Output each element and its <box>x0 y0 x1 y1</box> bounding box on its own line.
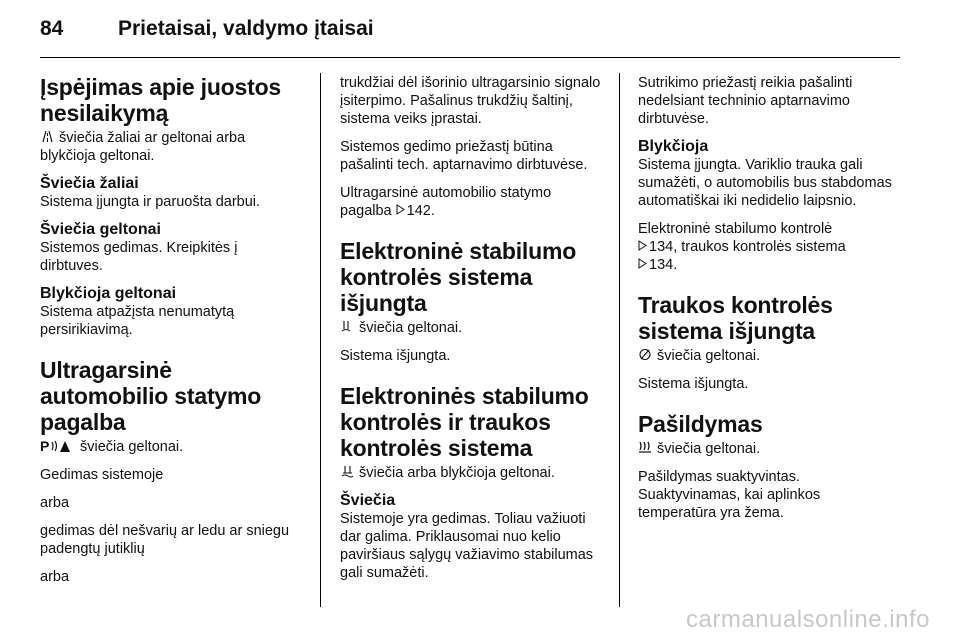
esc-icon <box>340 465 355 478</box>
esc-ref-text: Elektroninė stabilumo kontrolė <box>638 221 833 237</box>
esc-lit-desc: Sistemoje yra gedimas. Toliau važiuoti dar galima. Priklausomai nuo kelio paviršiaus sąlygų važiavimo stabilumas gali sumažėti. <box>340 511 594 581</box>
parking-ref-page[interactable]: 142. <box>406 203 435 219</box>
column-divider <box>320 73 321 607</box>
section-title-esc-tc: Elektroninės stabilumo kontrolės ir traukos kontrolės sistema <box>340 383 589 461</box>
column-1 <box>40 74 302 596</box>
lane-departure-desc: šviečia žaliai ar geltonai arba blykčioja geltonai. <box>40 130 246 164</box>
parking-assist-icon <box>40 439 76 453</box>
section-title-parking-assist: Ultragarsinė automobilio statymo pagalba <box>40 357 262 435</box>
page-title: Prietaisai, valdymo įtaisai <box>118 17 374 40</box>
tc-ref-page[interactable]: 134. <box>649 257 678 273</box>
subheading-yellow: Šviečia geltonai <box>40 221 161 238</box>
column-2 <box>340 74 602 592</box>
watermark: carmanualsonline.info <box>686 606 930 633</box>
blinking-desc-2: Sistema įjungta. Variklio trauka gali sumažėti, o automobilis bus stabdomas automatiškai iki nedidelio laipsnio. <box>638 157 892 209</box>
parking-ref-text: Ultragarsinė automobilio statymo pagalba <box>340 185 552 219</box>
header-rule <box>40 57 900 58</box>
cross-reference-arrow-icon <box>638 258 647 269</box>
preheating-desc: šviečia geltonai. <box>657 441 761 457</box>
svg-text:P: P <box>40 439 50 453</box>
preheating-icon <box>638 441 653 454</box>
section-title-tc-off: Traukos kontrolės sistema išjungta <box>638 292 833 344</box>
traction-control-off-icon <box>638 348 653 361</box>
page-number: 84 <box>40 17 64 40</box>
blinking-desc: Sistema atpažįsta nenumatytą persirikiavimą. <box>40 304 235 338</box>
column-divider <box>619 73 620 607</box>
yellow-desc: Sistemos gedimas. Kreipkitės į dirbtuves. <box>40 240 238 274</box>
parking-sensors-dirty: gedimas dėl nešvarių ar ledu ar sniegu padengtų jutiklių <box>40 523 290 557</box>
subheading-green: Šviečia žaliai <box>40 175 139 192</box>
tc-off-state: Sistema išjungta. <box>638 376 749 392</box>
parking-fault: Gedimas sistemoje <box>40 467 164 483</box>
lane-departure-icon <box>40 130 55 143</box>
parking-assist-desc: šviečia geltonai. <box>80 439 184 455</box>
esc-ref-page[interactable]: 134, traukos kontrolės sistema <box>649 239 846 255</box>
section-title-preheating: Pašildymas <box>638 411 763 437</box>
section-title-esc-off: Elektroninė stabilumo kontrolės sistema išjungta <box>340 238 577 316</box>
preheating-state: Pašildymas suaktyvintas. Suaktyvinamas, kai aplinkos temperatūra yra žema. <box>638 469 821 521</box>
esc-off-desc: šviečia geltonai. <box>359 320 463 336</box>
subheading-blinking-2: Blykčioja <box>638 138 709 155</box>
parking-or-2: arba <box>40 569 70 585</box>
tc-off-desc: šviečia geltonai. <box>657 348 761 364</box>
subheading-lit: Šviečia <box>340 492 396 509</box>
esc-desc: šviečia arba blykčioja geltonai. <box>359 465 555 481</box>
cross-reference-arrow-icon <box>396 204 405 215</box>
workshop-text: Sistemos gedimo priežastį būtina pašalinti tech. aptarnavimo dirbtuvėse. <box>340 139 588 173</box>
esc-off-icon <box>340 320 355 333</box>
repair-text: Sutrikimo priežastį reikia pašalinti nedelsiant techninio aptarnavimo dirbtuvėse. <box>638 75 853 127</box>
column-3 <box>638 74 900 532</box>
cross-reference-arrow-icon <box>638 240 647 251</box>
subheading-blinking: Blykčioja geltonai <box>40 285 177 302</box>
green-desc: Sistema įjungta ir paruošta darbui. <box>40 194 261 210</box>
page-header <box>40 17 900 47</box>
esc-off-state: Sistema išjungta. <box>340 348 451 364</box>
parking-or-1: arba <box>40 495 70 511</box>
interference-text: trukdžiai dėl išorinio ultragarsinio signalo įsiterpimo. Pašalinus trukdžių šaltinį, sistema veiks įprastai. <box>340 75 601 127</box>
section-title-lane-departure: Įspėjimas apie juostos nesilaikymą <box>40 74 282 126</box>
